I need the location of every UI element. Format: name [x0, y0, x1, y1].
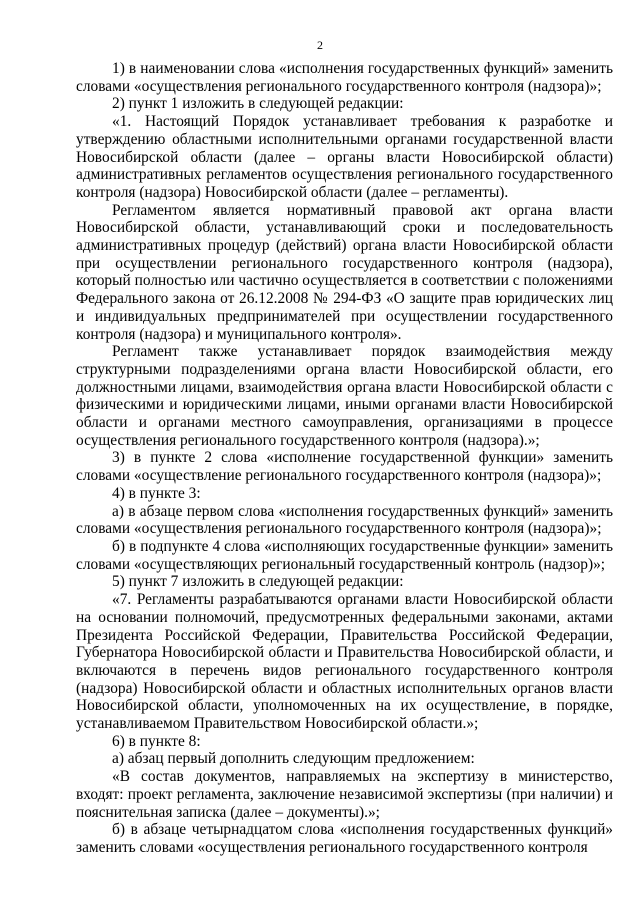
paragraph: «1. Настоящий Порядок устанавливает требования к разработке и утверждению областными исполнительными органами государственной власти Новосибирской области (далее – органы власти Новосибирской области) административных регламентов осуществления регионального государственного контроля (надзора) Новосибирской области (далее – регламенты). — [76, 113, 613, 201]
paragraph: б) в подпункте 4 слова «исполняющих государственные функции» заменить словами «осуществляющих региональный государственный контроль (надзор)»; — [76, 537, 613, 573]
paragraph: 6) в пункте 8: — [112, 732, 201, 750]
paragraph: 4) в пункте 3: — [112, 484, 201, 502]
paragraph: 3) в пункте 2 слова «исполнение государственной функции» заменить словами «осуществление регионального государственного контроля (надзора)»; — [76, 449, 613, 485]
paragraph: 5) пункт 7 изложить в следующей редакции: — [112, 573, 404, 591]
paragraph: 1) в наименовании слова «исполнения государственных функций» заменить словами «осуществления регионального государственного контроля (надзора)»; — [76, 60, 613, 95]
page-number: 2 — [317, 38, 323, 52]
paragraph: а) абзац первый дополнить следующим предложением: — [112, 750, 475, 768]
paragraph: а) в абзаце первом слова «исполнения государственных функций» заменить словами «осуществления регионального государственного контроля (надзора)»; — [76, 502, 613, 538]
paragraph: Регламентом является нормативный правовой акт органа власти Новосибирской области, устанавливающий сроки и последовательность административных процедур (действий) органа власти Новосибирской области при осуществлении регионального государственного контроля (надзора), который полностью или частично осуществляется в соответствии с положениями Федерального закона от 26.12.2008 № 294-ФЗ «О защите прав юридических лиц и индивидуальных предпринимателей при осуществлении государственного контроля (надзора) и муниципального контроля». — [76, 201, 613, 343]
document-body — [76, 60, 613, 857]
paragraph: Регламент также устанавливает порядок взаимодействия между структурными подразделениями органа власти Новосибирской области, его должностными лицами, взаимодействия органа власти Новосибирской области с физическими и юридическими лицами, иными органами власти Новосибирской области и органами местного самоуправления, организациями в процессе осуществления регионального государственного контроля (надзора).»; — [76, 343, 613, 449]
paragraph: «В состав документов, направляемых на экспертизу в министерство, входят: проект регламента, заключение независимой экспертизы (при наличии) и пояснительная записка (далее – документы).»; — [76, 768, 613, 821]
paragraph: 2) пункт 1 изложить в следующей редакции: — [112, 95, 404, 113]
paragraph: «7. Регламенты разрабатываются органами власти Новосибирской области на основании полномочий, предусмотренных федеральными законами, актами Президента Российской Федерации, Правительства Российской Федерации, Губернатора Новосибирской области и Правительства Новосибирской области, и включаются в перечень видов регионального государственного контроля (надзора) Новосибирской области и областных исполнительных органов власти Новосибирской области, уполномоченных на их осуществление, в порядке, устанавливаемом Правительством Новосибирской области.»; — [76, 591, 613, 733]
paragraph: б) в абзаце четырнадцатом слова «исполнения государственных функций» заменить словами «осуществления регионального государственного контроля — [76, 821, 613, 856]
